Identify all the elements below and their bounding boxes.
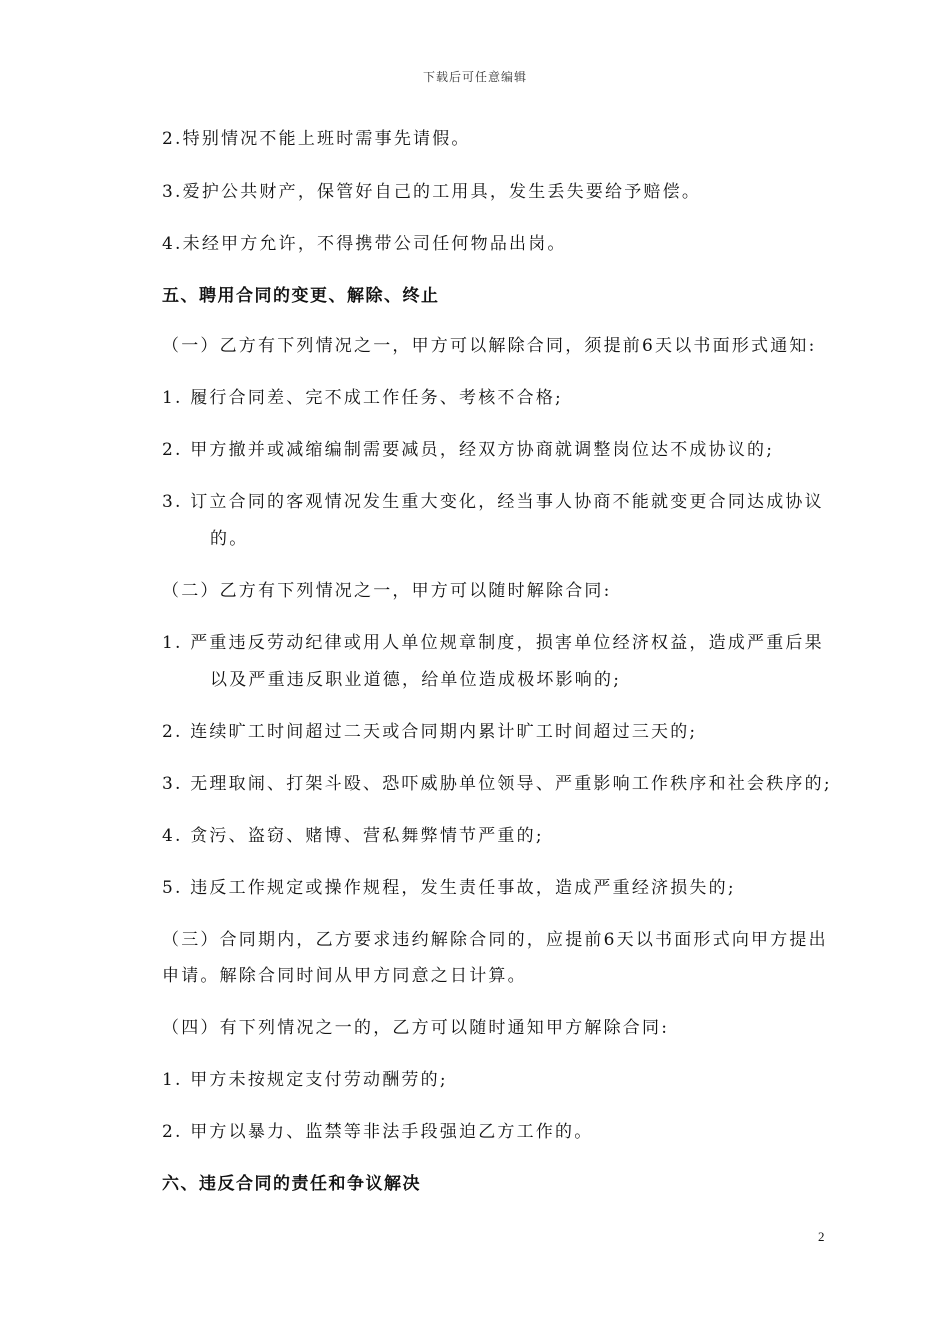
page-header: 下载后可任意编辑	[422, 70, 527, 84]
clause-line: （一）乙方有下列情况之一，甲方可以解除合同，须提前6天以书面形式通知:	[162, 336, 817, 356]
clause-line: （三）合同期内，乙方要求违约解除合同的，应提前6天以书面形式向甲方提出	[162, 930, 828, 950]
clause-line: 2. 甲方以暴力、监禁等非法手段强迫乙方工作的。	[162, 1122, 594, 1142]
clause-line: 4. 贪污、盗窃、赌博、营私舞弊情节严重的;	[162, 826, 544, 846]
clause-line: 3. 无理取闹、打架斗殴、恐吓威胁单位领导、严重影响工作秩序和社会秩序的;	[162, 774, 832, 794]
section-heading: 六、违反合同的责任和争议解决	[162, 1174, 421, 1194]
section-heading: 五、聘用合同的变更、解除、终止	[162, 286, 440, 306]
clause-line: 2. 连续旷工时间超过二天或合同期内累计旷工时间超过三天的;	[162, 722, 698, 742]
clause-line: 3. 订立合同的客观情况发生重大变化，经当事人协商不能就变更合同达成协议	[162, 492, 824, 512]
clause-line: 2.特别情况不能上班时需事先请假。	[162, 129, 471, 149]
clause-line: 4.未经甲方允许，不得携带公司任何物品出岗。	[162, 234, 567, 254]
clause-line: 1. 甲方未按规定支付劳动酬劳的;	[162, 1070, 448, 1090]
clause-line-continued: 的。	[210, 529, 249, 549]
clause-line: 2. 甲方撤并或减缩编制需要减员，经双方协商就调整岗位达不成协议的;	[162, 440, 775, 460]
clause-line: 3.爱护公共财产，保管好自己的工用具，发生丢失要给予赔偿。	[162, 182, 702, 202]
clause-line: 1. 严重违反劳动纪律或用人单位规章制度，损害单位经济权益，造成严重后果	[162, 633, 824, 653]
clause-line: （二）乙方有下列情况之一，甲方可以随时解除合同:	[162, 581, 612, 601]
clause-line: 5. 违反工作规定或操作规程，发生责任事故，造成严重经济损失的;	[162, 878, 736, 898]
page-number: 2	[818, 1229, 825, 1244]
clause-line-continued: 申请。解除合同时间从甲方同意之日计算。	[162, 966, 527, 986]
clause-line-continued: 以及严重违反职业道德，给单位造成极坏影响的;	[210, 670, 622, 690]
clause-line: 1. 履行合同差、完不成工作任务、考核不合格;	[162, 388, 563, 408]
clause-line: （四）有下列情况之一的，乙方可以随时通知甲方解除合同:	[162, 1018, 670, 1038]
